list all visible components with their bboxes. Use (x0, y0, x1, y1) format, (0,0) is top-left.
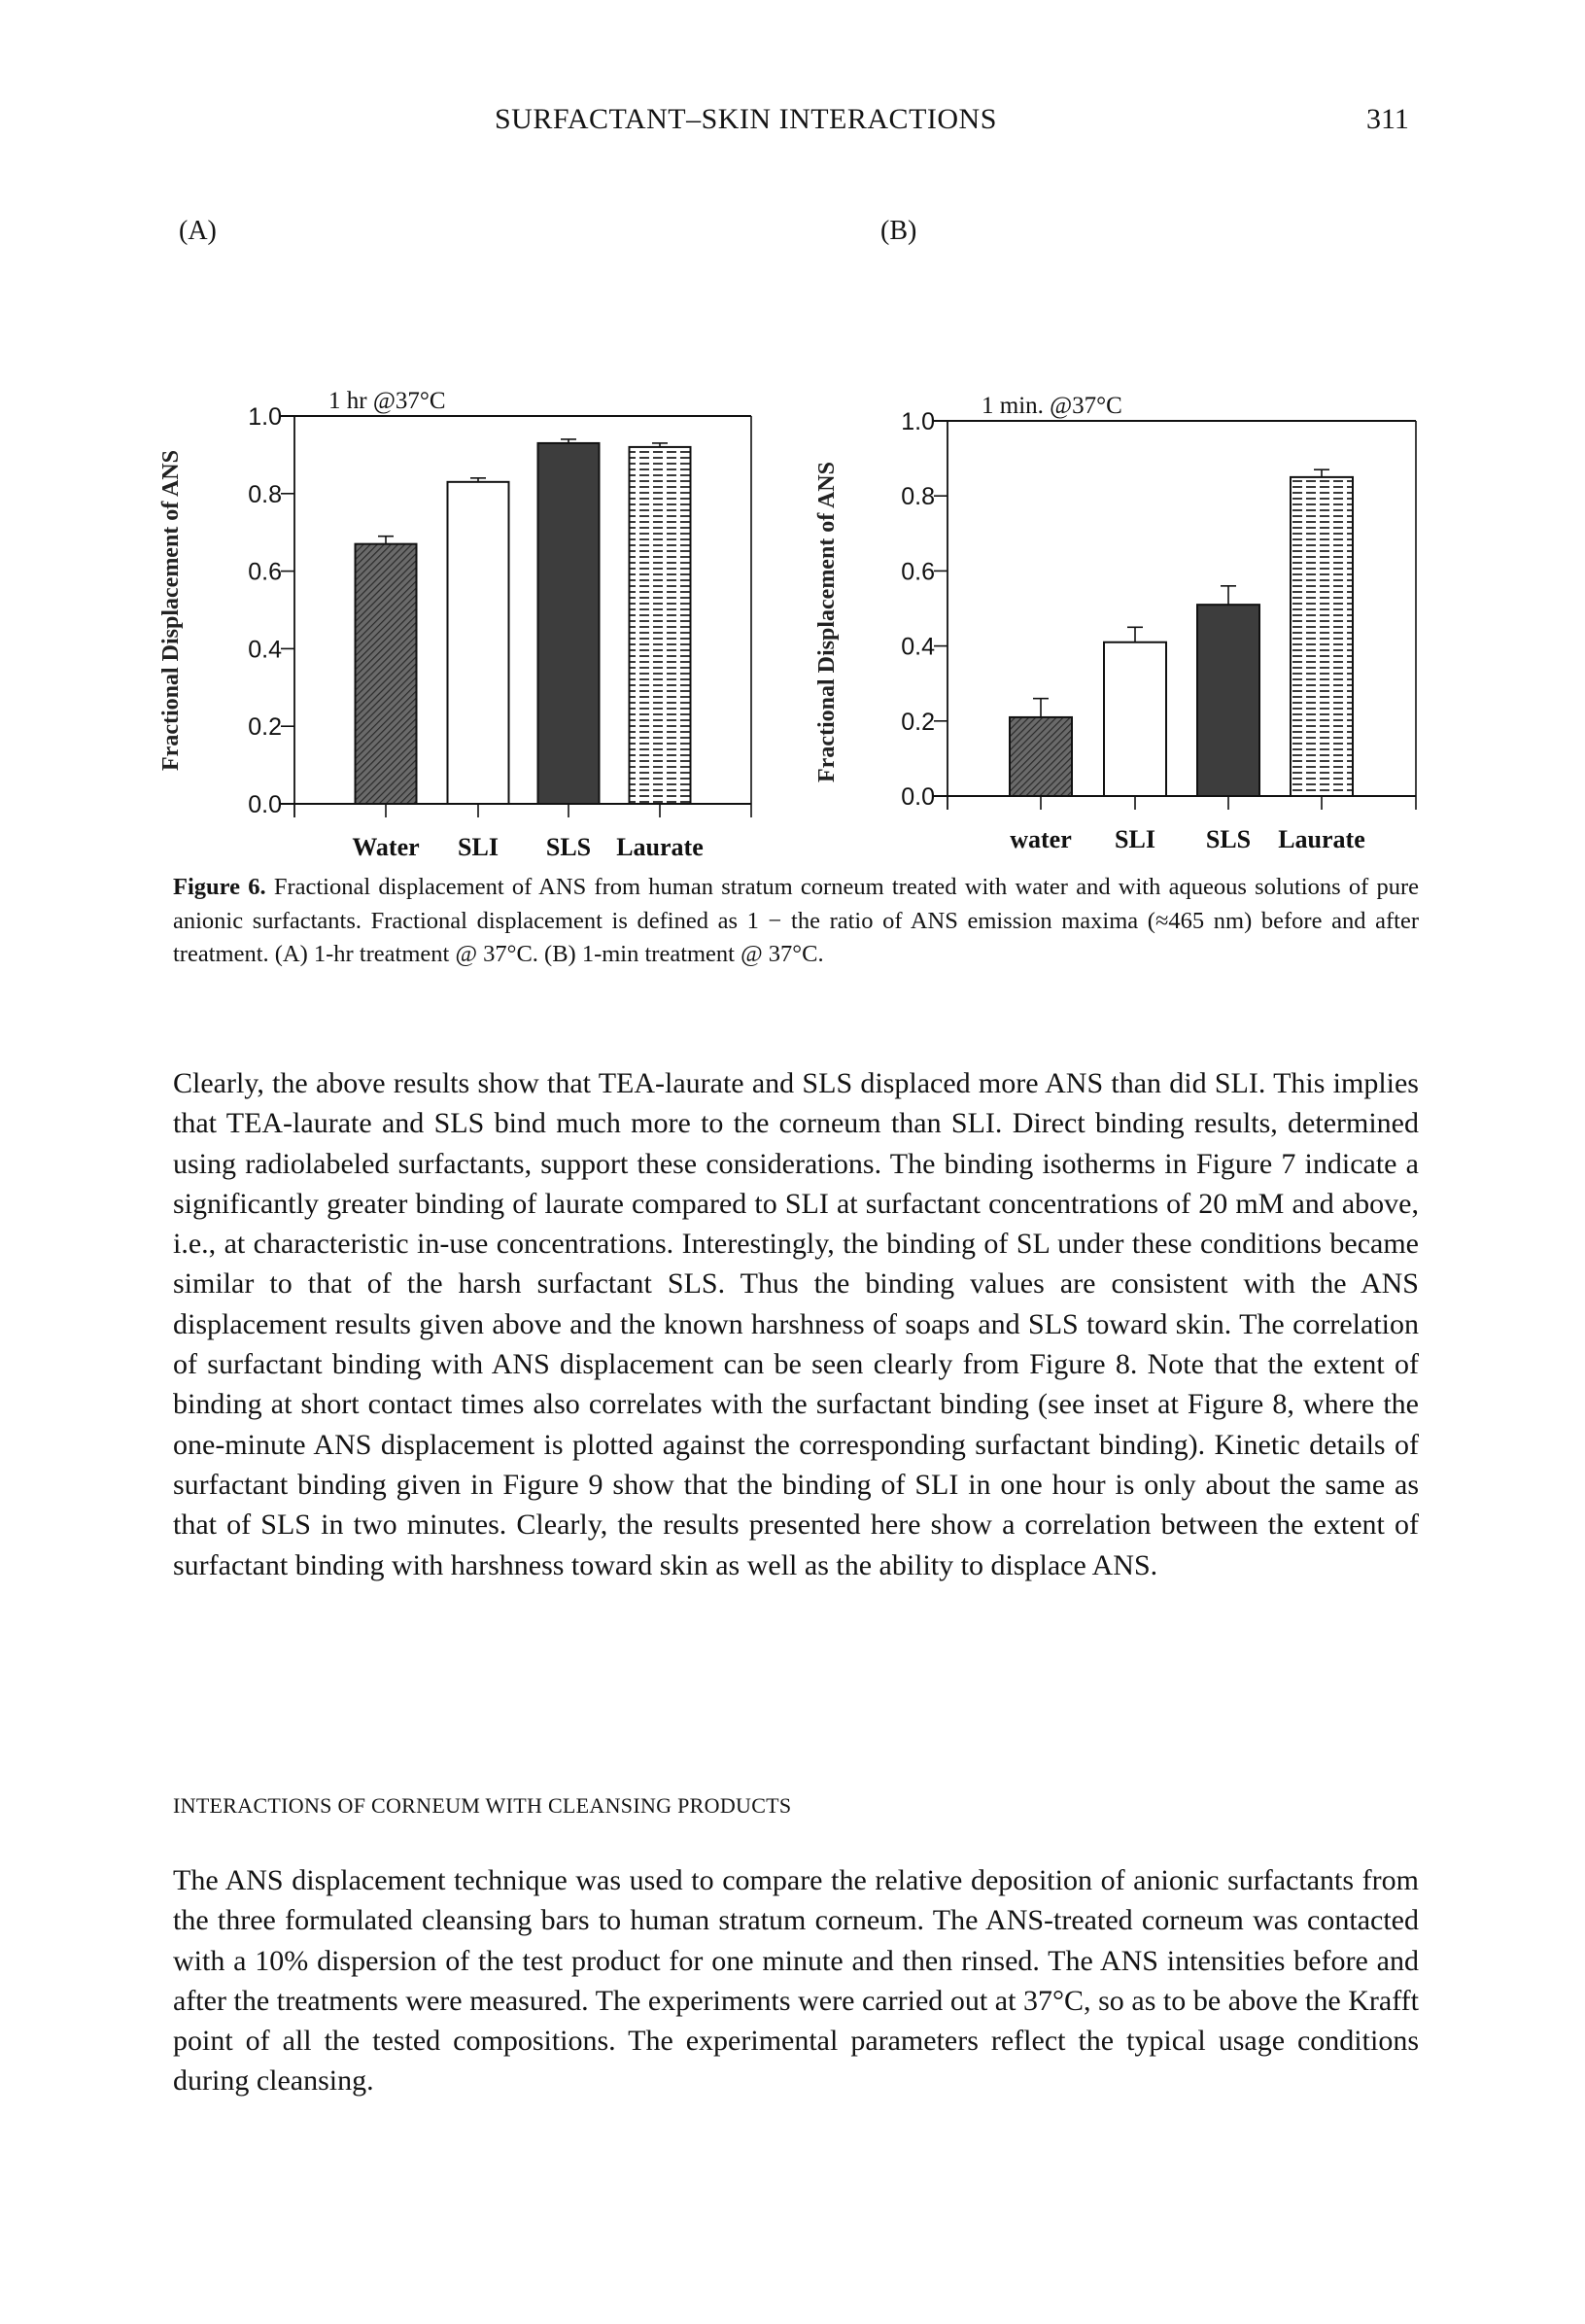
x-category-label: SLS (1205, 825, 1252, 853)
figure-6-charts (0, 0, 1585, 933)
y-tick-label: 0.2 (248, 713, 282, 742)
panel-b-label: (B) (880, 216, 917, 246)
y-axis-label: Fractional Displacement of ANS (158, 450, 184, 771)
y-tick-label: 0.2 (901, 708, 935, 736)
x-category-label: SLI (458, 833, 499, 861)
y-tick-label: 0.8 (248, 480, 282, 508)
x-category-label: Laurate (1278, 825, 1365, 853)
bar-laurate (630, 447, 691, 804)
bar-sli (1104, 642, 1166, 796)
y-tick-label: 0.6 (248, 558, 282, 586)
body-paragraph-2: The ANS displacement technique was used to compare the relative deposition of anionic surfactants from the three formulated cleansing bars to human stratum corneum. The ANS-treated corneum was contacted with a 10% dispersion of the test product for one minute and then rinsed. The ANS intensities before and after the treatments were measured. The experiments were carried out at 37°C, so as to be above the Krafft point of all the tested compositions. The experimental parameters reflect the typical usage conditions during cleansing. (173, 1864, 1419, 2098)
panel-a-label: (A) (179, 216, 217, 246)
bar-laurate (1291, 477, 1353, 796)
chart-panel-b (814, 393, 1416, 853)
x-category-label: SLS (545, 833, 592, 861)
x-category-label: Laurate (616, 833, 704, 861)
x-category-label: Water (352, 833, 420, 861)
y-axis-label: Fractional Displacement of ANS (814, 462, 840, 782)
chart-title: 1 hr @37°C (328, 388, 446, 414)
x-category-label: SLI (1115, 825, 1155, 853)
y-tick-label: 0.0 (901, 783, 935, 811)
chart-title: 1 min. @37°C (982, 393, 1122, 419)
chart-panel-a (158, 388, 751, 861)
y-tick-label: 0.0 (248, 791, 282, 818)
page-number: 311 (1366, 103, 1409, 135)
y-tick-label: 0.4 (248, 636, 282, 664)
bar-sls (538, 443, 600, 804)
caption-text: Fractional displacement of ANS from human stratum corneum treated with water and with aqueous solutions of pure anionic surfactants. Fractional displacement is defined as 1 − the ratio of ANS emission maxima (≈465 nm) before and after treatment. (A) 1-hr treatment @ 37°C. (B) 1-min treatment @ 37°C. (173, 874, 1420, 967)
figure-caption (173, 871, 1419, 972)
x-category-label: water (1010, 825, 1072, 853)
bar-water (356, 544, 417, 804)
y-tick-label: 1.0 (901, 408, 935, 435)
y-tick-label: 1.0 (248, 403, 282, 431)
bar-water (1010, 717, 1072, 796)
caption-label: Figure 6. (173, 874, 266, 900)
body-paragraph-1: Clearly, the above results show that TEA-laurate and SLS displaced more ANS than did SLI. This implies that TEA-laurate and SLS bind much more to the corneum than SLI. Direct binding results, determined using radiolabeled surfactants, support these considerations. The binding isotherms in Figure 7 indicate a significantly greater binding of laurate compared to SLI at surfactant concentrations of 20 mM and above, i.e., at characteristic in-use concentrations. Interestingly, the binding of SL under these conditions became similar to that of the harsh surfactant SLS. Thus the binding values are consistent with the ANS displacement results given above and the known harshness of soaps and SLS toward skin. The correlation of surfactant binding with ANS displacement can be seen clearly from Figure 8. Note that the extent of binding at short contact times also correlates with the surfactant binding (see inset at Figure 8, where the one-minute ANS displacement is plotted against the corresponding surfactant binding). Kinetic details of surfactant binding given in Figure 9 show that the binding of SLI in one hour is only about the same as that of SLS in two minutes. Clearly, the results presented here show a correlation between the extent of surfactant binding with harshness toward skin as well as the ability to displace ANS. (173, 1067, 1419, 1581)
bar-sli (448, 482, 509, 804)
y-tick-label: 0.8 (901, 483, 935, 511)
y-tick-label: 0.4 (901, 633, 935, 661)
running-title: SURFACTANT–SKIN INTERACTIONS (495, 103, 997, 135)
y-tick-label: 0.6 (901, 558, 935, 586)
bar-sls (1197, 605, 1259, 796)
section-heading: INTERACTIONS OF CORNEUM WITH CLEANSING PRODUCTS (173, 1793, 792, 1818)
